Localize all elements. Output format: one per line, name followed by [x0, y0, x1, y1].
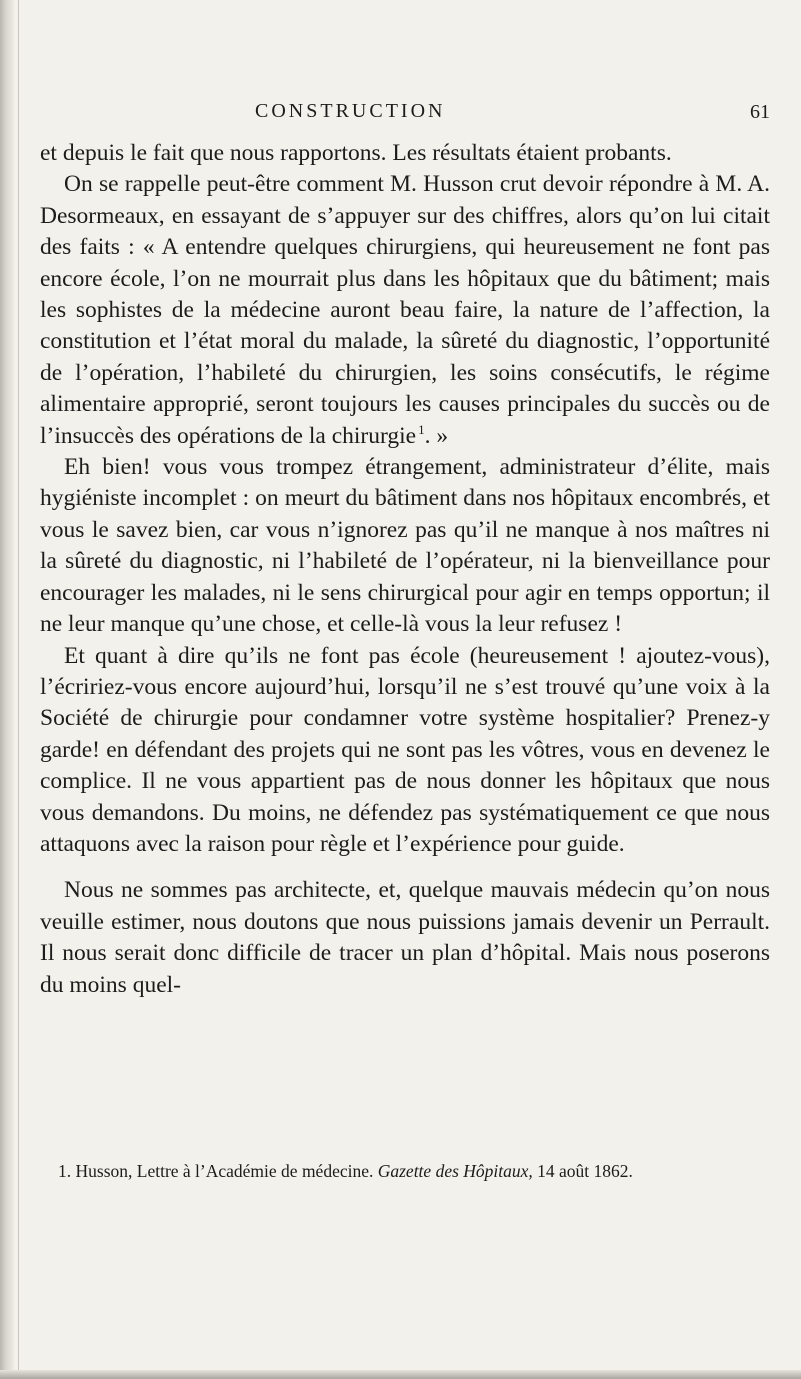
footnote-number: 1.: [58, 1160, 72, 1181]
paragraph-1: et depuis le fait que nous rapportons. Les résultats étaient probants.: [40, 140, 672, 166]
footnote: [40, 1160, 770, 1182]
footnote-source: Gazette des Hôpitaux,: [377, 1160, 533, 1181]
paragraph-2: [40, 169, 770, 452]
footnote-text: Husson, Lettre à l’Académie de médecine.: [75, 1160, 374, 1181]
page-number: 61: [750, 101, 770, 123]
page-body: [40, 138, 770, 1001]
footnote-date: 14 août 1862.: [537, 1160, 633, 1181]
page-binding-line: [18, 0, 19, 1379]
paragraph-2-ending: . »: [424, 422, 449, 449]
running-title: CONSTRUCTION: [255, 100, 446, 122]
paragraph-5: Nous ne sommes pas architecte, et, quelque mauvais médecin qu’on nous veuille estimer, nous doutons que nous puissions jamais devenir un Perrault. Il nous serait donc difficile de tracer un plan d’hôpital. Mais nous poserons du moins quel-: [40, 877, 770, 998]
paragraph-2-text: On se rappelle peut-être comment M. Husson crut devoir répondre à M. A. Desormeaux, en essayant de s’appuyer sur des chiffres, alors qu’on lui citait des faits : « A entendre quelques chirurgiens, qui heureusement ne font pas encore école, l’on ne mourrait plus dans les hôpitaux que du bâtiment; mais les sophistes de la médecine auront beau faire, la nature de l’affection, la constitution et l’état moral du malade, la sûreté du diagnostic, l’opportunité de l’opération, l’habileté du chirurgien, les soins consécutifs, le régime alimentaire approprié, seront toujours les causes principales du succès ou de l’insuccès des opérations de la chirurgie: [40, 171, 770, 449]
footnote-reference[interactable]: 1: [418, 421, 425, 437]
paragraph-4: Et quant à dire qu’ils ne font pas école (heureusement ! ajoutez-vous), l’écririez-vous encore aujourd’hui, lorsqu’il ne s’est trouvé qu’une voix à la Société de chirurgie pour condamner votre système hospitalier? Prenez-y garde! en défendant des projets qui ne sont pas les vôtres, vous en devenez le complice. Il ne vous appartient pas de nous donner les hôpitaux que nous vous demandons. Du moins, ne défendez pas systématiquement ce que nous attaquons avec la raison pour règle et l’expérience pour guide.: [40, 642, 770, 857]
page-header: [0, 90, 801, 123]
section-break: [40, 860, 770, 875]
paragraph-3: Eh bien! vous vous trompez étrangement, administrateur d’élite, mais hygiéniste incomplet : on meurt du bâtiment dans nos hôpitaux encombrés, et vous le savez bien, car vous n’ignorez pas qu’il ne manque à nos maîtres ni la sûreté du diagnostic, ni l’habileté de l’opérateur, ni la bienveillance pour encourager les malades, ni le sens chirurgical pour agir en temps opportun; il ne leur manque qu’une chose, et celle-là vous la leur refusez !: [40, 454, 770, 638]
page-binding-shadow: [0, 0, 14, 1379]
page-bottom-edge: [0, 1370, 801, 1379]
